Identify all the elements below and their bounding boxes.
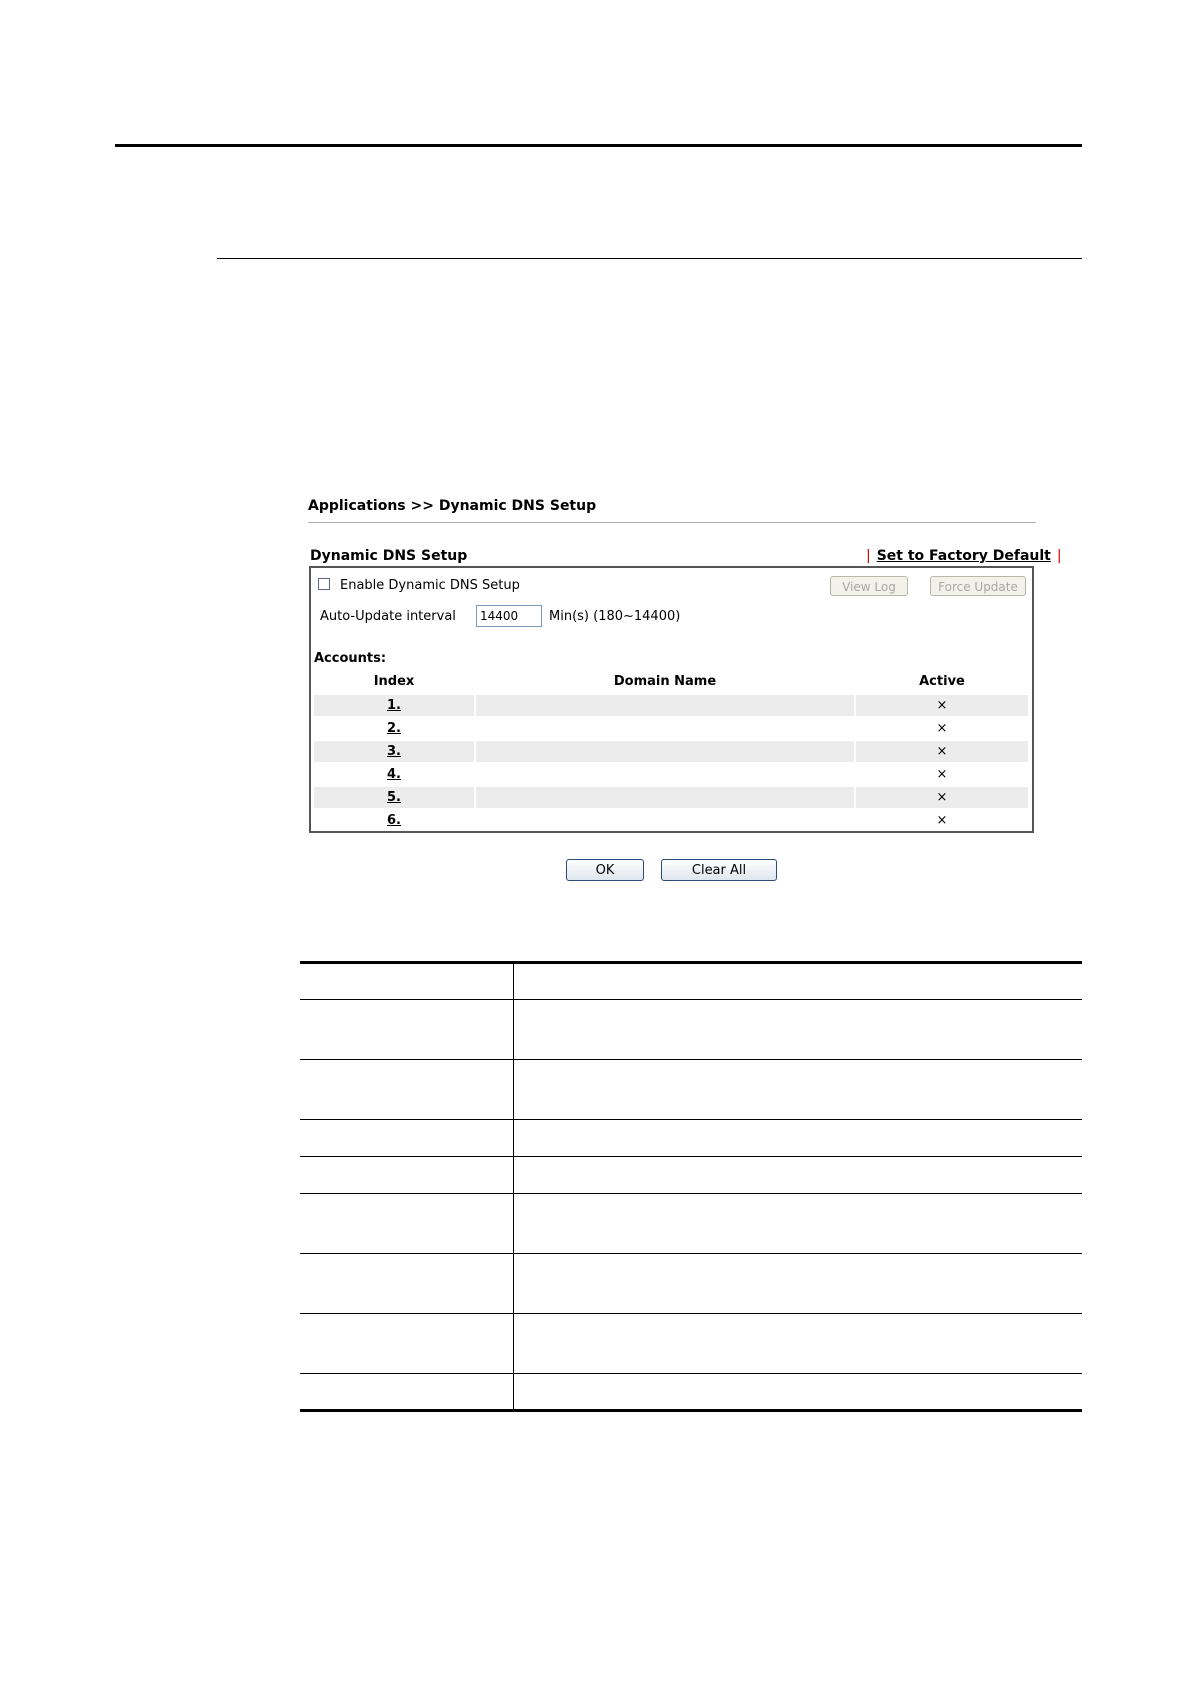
subheader-rule [217,258,1082,259]
inactive-mark: × [856,741,1028,762]
domain-cell [476,787,854,808]
table-row [314,810,1028,831]
breadcrumb: Applications >> Dynamic DNS Setup [308,498,597,514]
table-row [314,695,1028,716]
account-link-6[interactable]: 6. [387,813,401,828]
table-row [300,1254,1082,1314]
account-link-2[interactable]: 2. [387,721,401,736]
domain-cell [476,695,854,716]
index-cell [314,718,474,739]
index-cell [314,695,474,716]
table-row [300,1157,1082,1194]
view-log-button[interactable]: View Log [830,576,908,596]
table-row [300,1374,1082,1411]
inactive-mark: × [856,695,1028,716]
pipe-separator-right: | [1056,548,1062,564]
table-row [300,1314,1082,1374]
index-cell [314,764,474,785]
accounts-title: Accounts: [314,651,387,666]
table-row [314,787,1028,808]
accounts-table [314,695,1028,833]
enable-dynamic-dns-checkbox[interactable] [318,578,330,590]
account-link-1[interactable]: 1. [387,698,401,713]
factory-default-bar [866,548,1062,564]
clear-all-button[interactable]: Clear All [661,859,777,881]
account-link-5[interactable]: 5. [387,790,401,805]
inactive-mark: × [936,721,948,736]
section-title: Dynamic DNS Setup [310,548,468,564]
interval-range-label: Min(s) (180~14400) [549,609,681,624]
force-update-button[interactable]: Force Update [930,576,1026,596]
table-row [300,1120,1082,1157]
table-row [314,741,1028,762]
domain-cell [476,741,854,762]
table-row [314,718,1028,739]
domain-cell [476,718,854,739]
account-link-4[interactable]: 4. [387,767,401,782]
index-cell [314,741,474,762]
breadcrumb-divider [308,522,1036,523]
index-cell [314,810,474,831]
description-table [300,961,1082,1412]
table-row [300,1000,1082,1060]
header-rule [115,144,1082,147]
table-row [300,1194,1082,1254]
pipe-separator-left: | [866,548,871,564]
auto-update-interval-input[interactable] [476,605,542,627]
column-header-index: Index [373,674,415,689]
account-link-3[interactable]: 3. [387,744,401,759]
column-header-active: Active [919,674,965,689]
index-cell [314,787,474,808]
table-row [300,1060,1082,1120]
domain-cell [476,810,854,831]
inactive-mark: × [936,767,948,782]
inactive-mark: × [936,813,948,828]
domain-cell [476,764,854,785]
column-header-domain-name: Domain Name [613,674,717,689]
table-row [300,963,1082,1000]
enable-dynamic-dns-label: Enable Dynamic DNS Setup [340,578,520,593]
ok-button[interactable]: OK [566,859,644,881]
table-row [314,764,1028,785]
set-factory-default-link[interactable]: Set to Factory Default [876,548,1051,564]
inactive-mark: × [856,787,1028,808]
auto-update-interval-label: Auto-Update interval [320,609,456,624]
